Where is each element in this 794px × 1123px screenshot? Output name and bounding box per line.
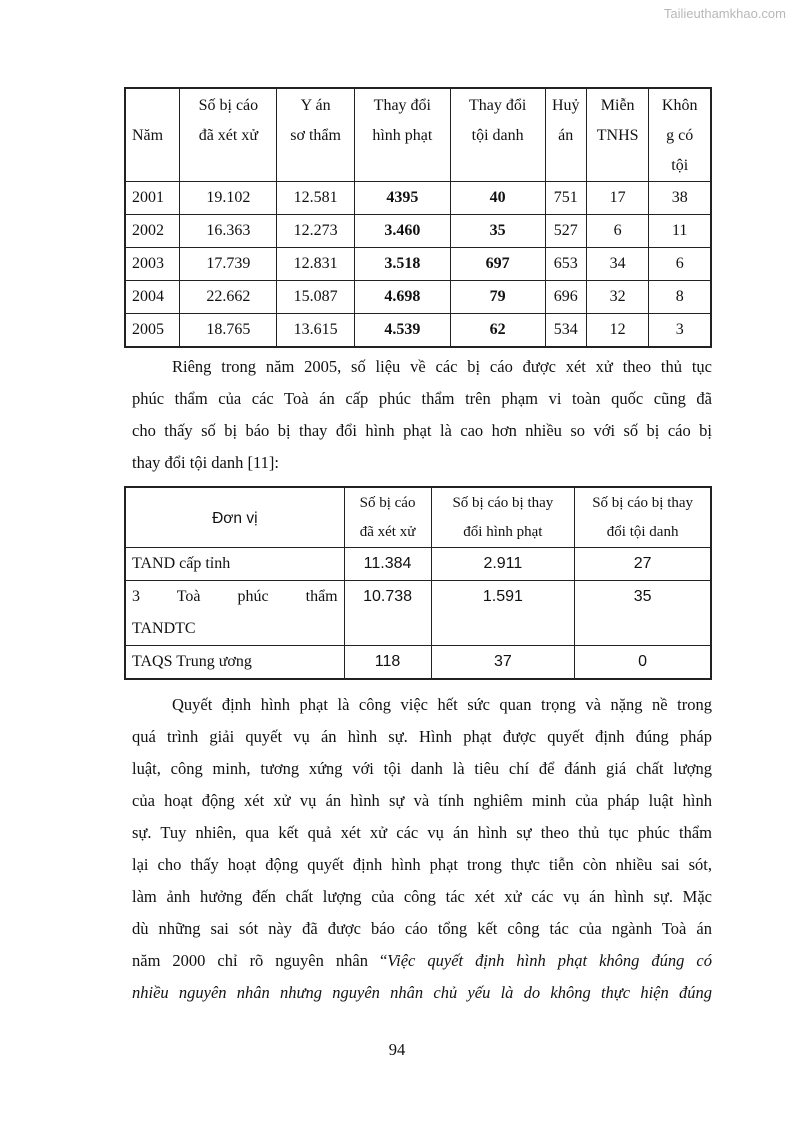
- header-defendants-tried: Số bị cáo đã xét xử: [180, 88, 277, 182]
- text-line: [132, 977, 712, 1009]
- table-cell: 3.460: [354, 215, 450, 248]
- table-cell: 37: [431, 646, 575, 680]
- header-unit: Đơn vị: [125, 487, 344, 548]
- text-line: dù những sai sót này đã được báo cáo tổng kết công tác của ngành Toà án: [132, 919, 712, 938]
- table-cell: 18.765: [180, 314, 277, 348]
- table-cell: 534: [545, 314, 586, 348]
- text-line: thay đổi tội danh [11]:: [132, 453, 279, 472]
- table-cell: 11: [649, 215, 711, 248]
- table-row: [125, 548, 711, 581]
- table-cell: 17.739: [180, 248, 277, 281]
- table-cell: 2002: [125, 215, 180, 248]
- table-cell: 12.273: [277, 215, 355, 248]
- watermark: Tailieuthamkhao.com: [663, 6, 786, 21]
- table-cell: 17: [586, 182, 649, 215]
- table-row: [125, 182, 711, 215]
- text-line: [132, 945, 712, 977]
- table-cell: 2004: [125, 281, 180, 314]
- table-cell: 6: [649, 248, 711, 281]
- table-cell: 38: [649, 182, 711, 215]
- table-cell: 1.591: [431, 581, 575, 646]
- table-cell: 32: [586, 281, 649, 314]
- table-cell: 79: [450, 281, 545, 314]
- table-cell: 527: [545, 215, 586, 248]
- text-line: Riêng trong năm 2005, số liệu về các bị cáo được xét xử theo thủ tục: [172, 357, 712, 376]
- table-cell: 34: [586, 248, 649, 281]
- table-cell: 35: [575, 581, 711, 646]
- quote-italic: Việc quyết định hình phạt không đúng có: [387, 951, 712, 970]
- text-line: của hoạt động xét xử vụ án hình sự và tính nghiêm minh của pháp luật hình: [132, 791, 712, 810]
- table-cell: 0: [575, 646, 711, 680]
- table-row: [125, 581, 711, 646]
- table-cell: 3.518: [354, 248, 450, 281]
- table-cell: 2.911: [431, 548, 575, 581]
- table-cell: 62: [450, 314, 545, 348]
- table-header-row: [125, 487, 711, 548]
- header-annulled: Huỷ án: [545, 88, 586, 182]
- text-line: lại cho thấy hoạt động quyết định hình phạt trong thực tiễn còn nhiều sai sót,: [132, 855, 712, 874]
- table-cell: 16.363: [180, 215, 277, 248]
- header-charge-changed: Thay đổi tội danh: [450, 88, 545, 182]
- table-cell: 22.662: [180, 281, 277, 314]
- table-cell: 696: [545, 281, 586, 314]
- table-cell: 15.087: [277, 281, 355, 314]
- table-cell: 2001: [125, 182, 180, 215]
- text-line: luật, công minh, tương xứng với tội danh là tiêu chí để đánh giá chất lượng: [132, 759, 712, 778]
- yearly-statistics-table: [124, 87, 712, 348]
- text-plain: năm 2000 chỉ rõ nguyên nhân “: [132, 951, 388, 970]
- table-cell: 10.738: [344, 581, 431, 646]
- text-line: phúc thẩm của các Toà án cấp phúc thẩm trên phạm vi toàn quốc cũng đã: [132, 389, 712, 408]
- table-cell: TAQS Trung ương: [125, 646, 344, 680]
- table-cell: 2005: [125, 314, 180, 348]
- table-cell: 12: [586, 314, 649, 348]
- table-row: [125, 215, 711, 248]
- table-cell: 12.581: [277, 182, 355, 215]
- table-cell: TAND cấp tỉnh: [125, 548, 344, 581]
- table-cell: 13.615: [277, 314, 355, 348]
- header-not-guilty: Khôn g có tội: [649, 88, 711, 182]
- header-penalty-changed: Thay đổi hình phạt: [354, 88, 450, 182]
- table-cell: 19.102: [180, 182, 277, 215]
- text-line: quá trình giải quyết vụ án hình sự. Hình phạt được quyết định đúng pháp: [132, 727, 712, 746]
- table-cell: 751: [545, 182, 586, 215]
- table-cell: 11.384: [344, 548, 431, 581]
- table-row: [125, 281, 711, 314]
- text-line: làm ảnh hưởng đến chất lượng của công tác xét xử các vụ án hình sự. Mặc: [132, 887, 712, 906]
- header-upheld: Y án sơ thẩm: [277, 88, 355, 182]
- table-cell: 4395: [354, 182, 450, 215]
- table-cell: 3 Toà phúc thẩm TANDTC: [125, 581, 344, 646]
- text-line: cho thấy số bị báo bị thay đổi hình phạt là cao hơn nhiều so với số bị cáo bị: [132, 421, 712, 440]
- table-cell: 35: [450, 215, 545, 248]
- table-cell: 12.831: [277, 248, 355, 281]
- table-cell: 697: [450, 248, 545, 281]
- table-row: [125, 248, 711, 281]
- paragraph-sentencing: [132, 689, 712, 1009]
- header-defendants-tried: Số bị cáo đã xét xử: [344, 487, 431, 548]
- quote-italic: nhiều nguyên nhân nhưng nguyên nhân chủ yếu là do không thực hiện đúng: [132, 983, 712, 1002]
- header-charge-changed: Số bị cáo bị thay đổi tội danh: [575, 487, 711, 548]
- table-header-row: [125, 88, 711, 182]
- header-penalty-changed: Số bị cáo bị thay đổi hình phạt: [431, 487, 575, 548]
- table-row: [125, 314, 711, 348]
- table-row: [125, 646, 711, 680]
- table-cell: 118: [344, 646, 431, 680]
- table-cell: 4.698: [354, 281, 450, 314]
- header-exempted: Miễn TNHS: [586, 88, 649, 182]
- table-cell: 4.539: [354, 314, 450, 348]
- table-cell: 2003: [125, 248, 180, 281]
- unit-statistics-table: [124, 486, 712, 680]
- table-cell: 27: [575, 548, 711, 581]
- table-cell: 3: [649, 314, 711, 348]
- table-cell: 6: [586, 215, 649, 248]
- text-line: sự. Tuy nhiên, qua kết quả xét xử các vụ án hình sự theo thủ tục phúc thẩm: [132, 823, 712, 842]
- paragraph-2005-statistics: [132, 351, 712, 479]
- header-year: Năm: [125, 88, 180, 182]
- table-cell: 40: [450, 182, 545, 215]
- text-line: Quyết định hình phạt là công việc hết sức quan trọng và nặng nề trong: [172, 695, 712, 714]
- table-cell: 653: [545, 248, 586, 281]
- table-cell: 8: [649, 281, 711, 314]
- page-number: 94: [388, 1040, 406, 1059]
